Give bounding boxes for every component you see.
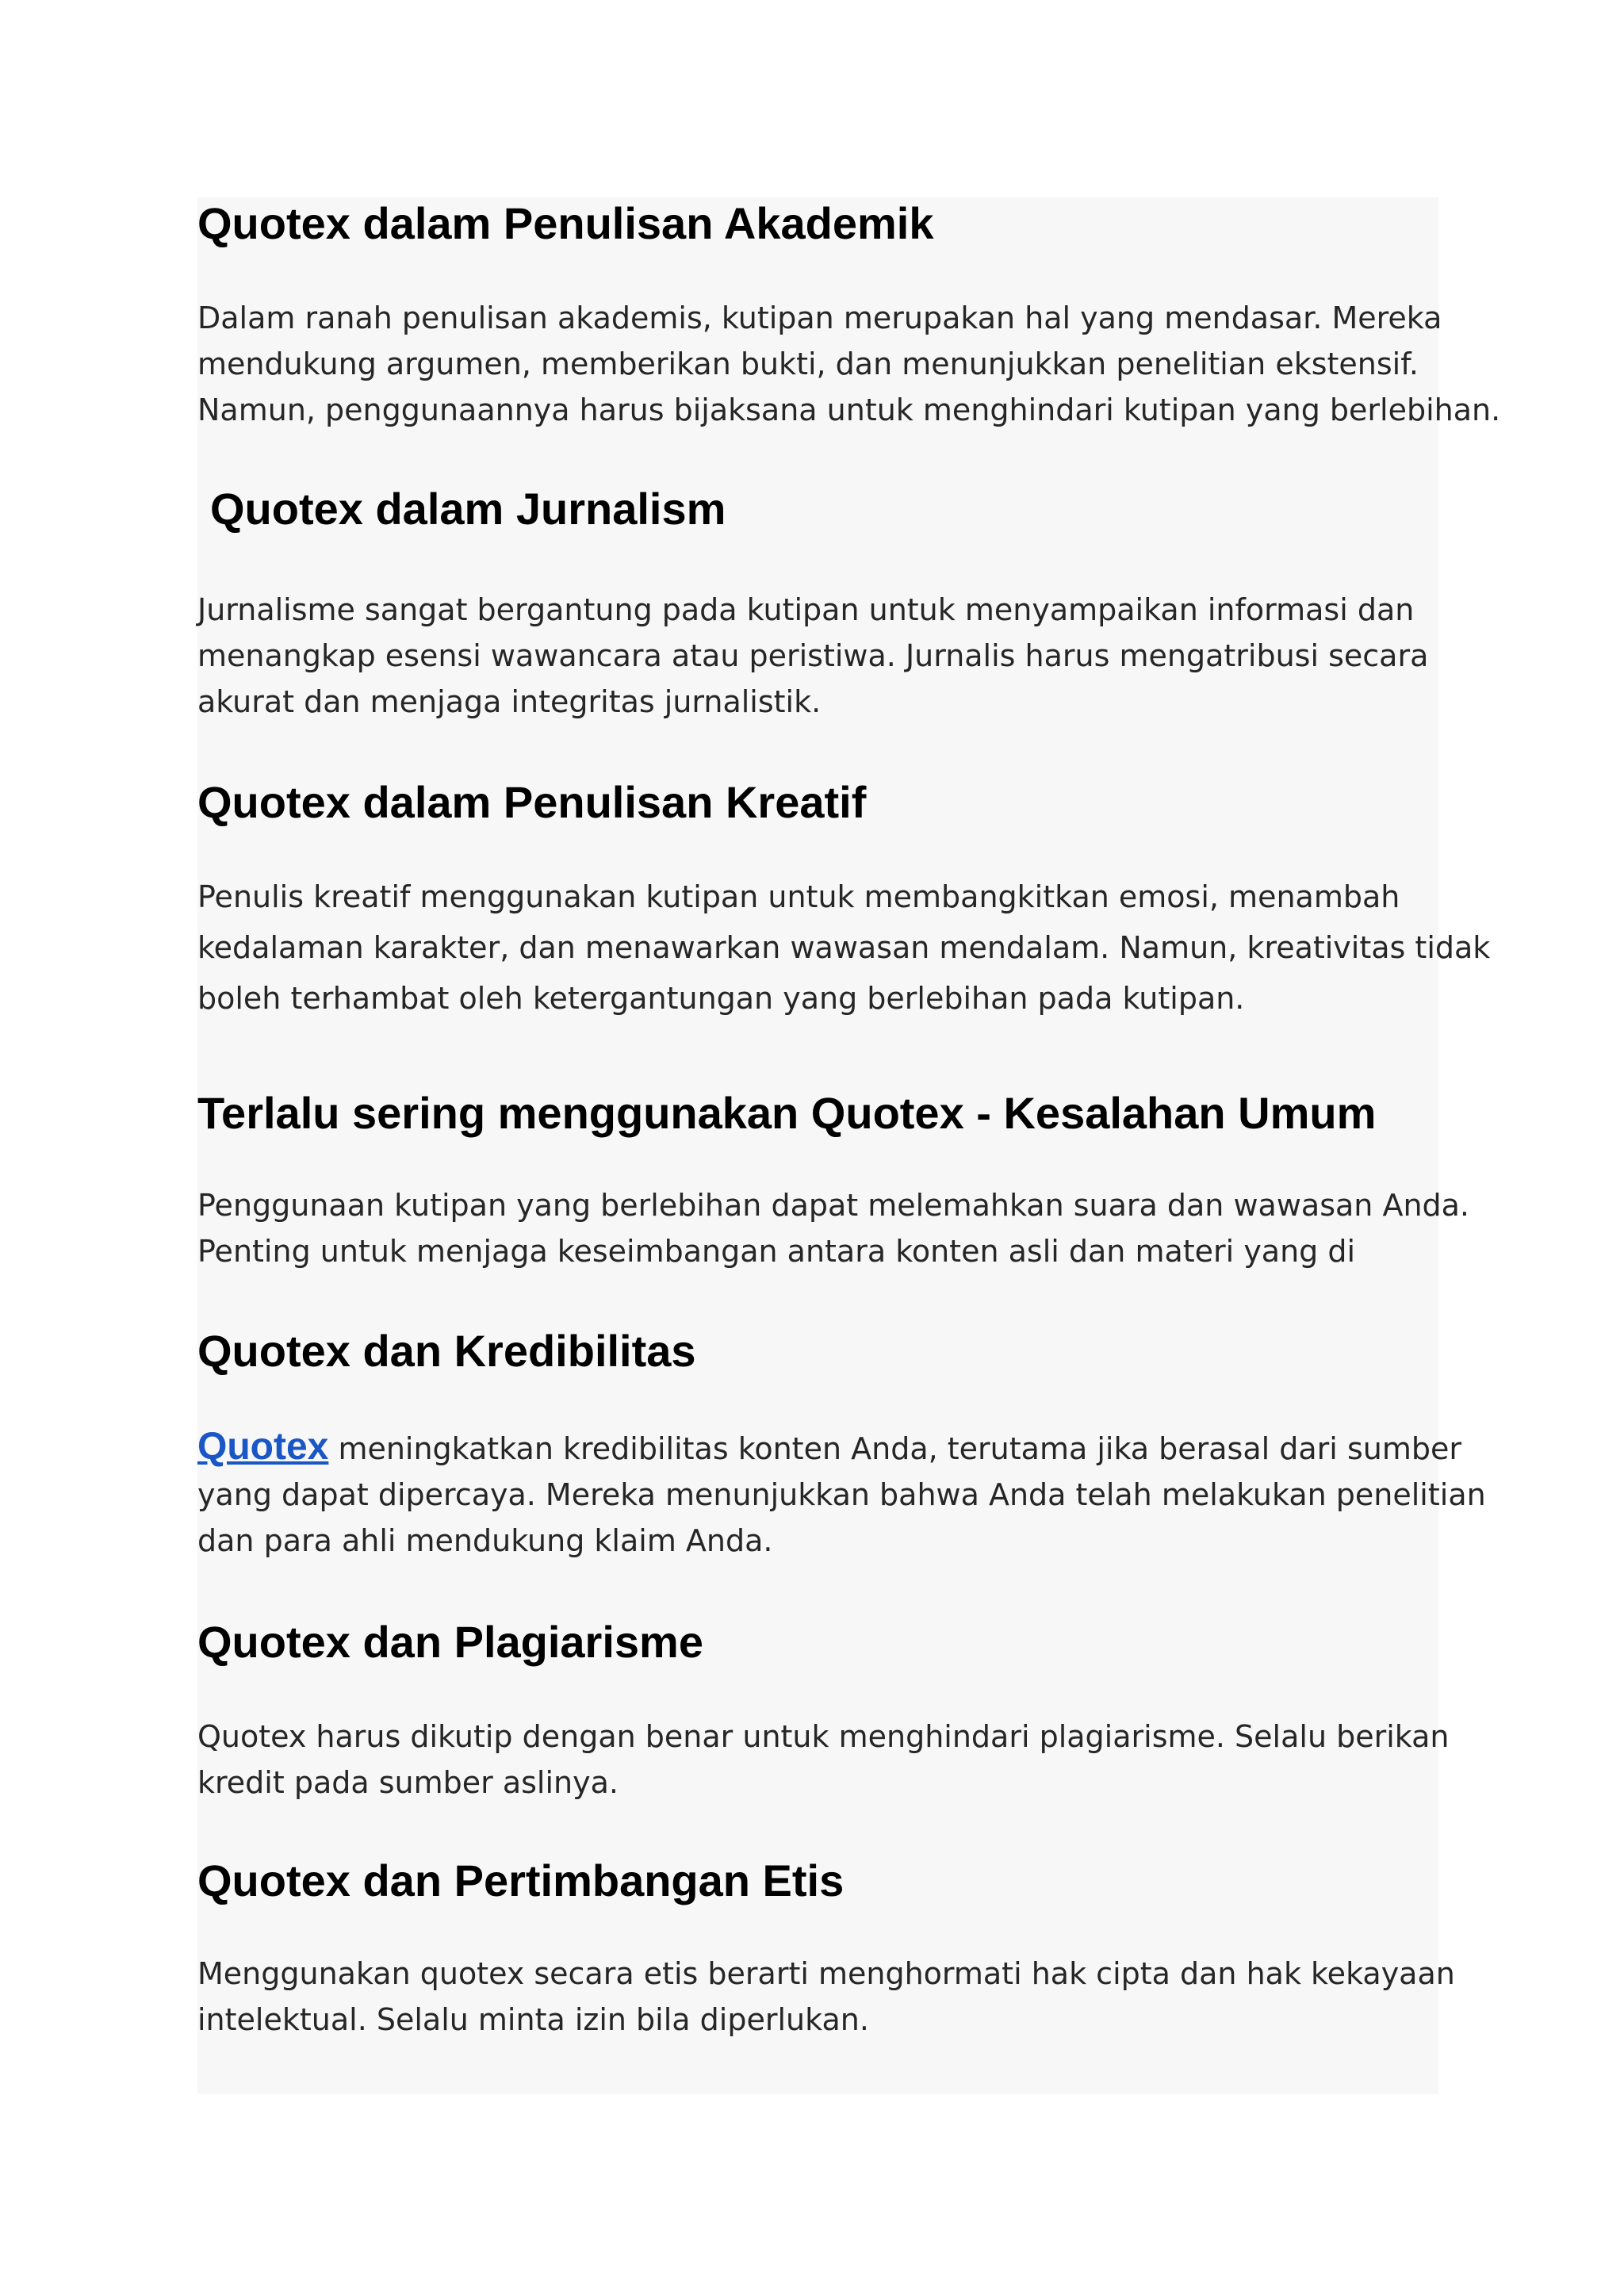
heading-pertimbangan-etis: Quotex dan Pertimbangan Etis [197, 1855, 845, 1905]
heading-kesalahan-umum: Terlalu sering menggunakan Quotex - Kesalahan Umum [197, 1088, 1377, 1138]
heading-penulisan-kreatif: Quotex dalam Penulisan Kreatif [197, 777, 867, 827]
quotex-link[interactable]: Quotex [197, 1426, 329, 1468]
paragraph-plagiarisme [197, 1714, 1450, 1806]
heading-plagiarisme: Quotex dan Plagiarisme [197, 1617, 703, 1667]
content-panel [197, 197, 1438, 2094]
paragraph-line: akurat dan menjaga integritas jurnalistik. [197, 684, 822, 719]
paragraph-line: Menggunakan quotex secara etis berarti menghormati hak cipta dan hak kekayaan [197, 1956, 1455, 1991]
paragraph-line: Penting untuk menjaga keseimbangan antara konten asli dan materi yang di [197, 1234, 1356, 1269]
paragraph-penulisan-kreatif [197, 871, 1491, 1024]
paragraph-pertimbangan-etis [197, 1951, 1455, 2043]
paragraph-line: mendukung argumen, memberikan bukti, dan menunjukkan penelitian ekstensif. [197, 347, 1419, 381]
paragraph-line: boleh terhambat oleh ketergantungan yang berlebihan pada kutipan. [197, 981, 1245, 1016]
paragraph-line: Dalam ranah penulisan akademis, kutipan merupakan hal yang mendasar. Mereka [197, 301, 1442, 335]
paragraph-kesalahan-umum [197, 1182, 1470, 1274]
paragraph-line: Jurnalisme sangat bergantung pada kutipan untuk menyampaikan informasi dan [197, 592, 1415, 627]
paragraph-line: Penggunaan kutipan yang berlebihan dapat melemahkan suara dan wawasan Anda. [197, 1188, 1470, 1223]
heading-jurnalism: Quotex dalam Jurnalism [210, 484, 726, 534]
paragraph-line: intelektual. Selalu minta izin bila diperlukan. [197, 2002, 869, 2037]
paragraph-jurnalism [197, 587, 1450, 725]
paragraph-text: meningkatkan kredibilitas konten Anda, terutama jika berasal dari sumber [328, 1431, 1461, 1466]
paragraph-line: Namun, penggunaannya harus bijaksana untuk menghindari kutipan yang berlebihan. [197, 393, 1501, 427]
paragraph-penulisan-akademik [197, 295, 1501, 433]
paragraph-line: yang dapat dipercaya. Mereka menunjukkan bahwa Anda telah melakukan penelitian [197, 1477, 1486, 1512]
paragraph-line: dan para ahli mendukung klaim Anda. [197, 1523, 773, 1558]
paragraph-line: kredit pada sumber aslinya. [197, 1765, 619, 1800]
paragraph-line [197, 1424, 1461, 1472]
paragraph-line: menangkap esensi wawancara atau peristiwa. Jurnalis harus mengatribusi secara [197, 638, 1429, 673]
heading-kredibilitas: Quotex dan Kredibilitas [197, 1326, 696, 1376]
heading-penulisan-akademik: Quotex dalam Penulisan Akademik [197, 198, 934, 248]
paragraph-kredibilitas [197, 1424, 1486, 1564]
paragraph-line: Quotex harus dikutip dengan benar untuk menghindari plagiarisme. Selalu berikan [197, 1719, 1450, 1754]
paragraph-line: Penulis kreatif menggunakan kutipan untuk membangkitkan emosi, menambah [197, 879, 1400, 914]
paragraph-line: kedalaman karakter, dan menawarkan wawasan mendalam. Namun, kreativitas tidak [197, 930, 1491, 965]
